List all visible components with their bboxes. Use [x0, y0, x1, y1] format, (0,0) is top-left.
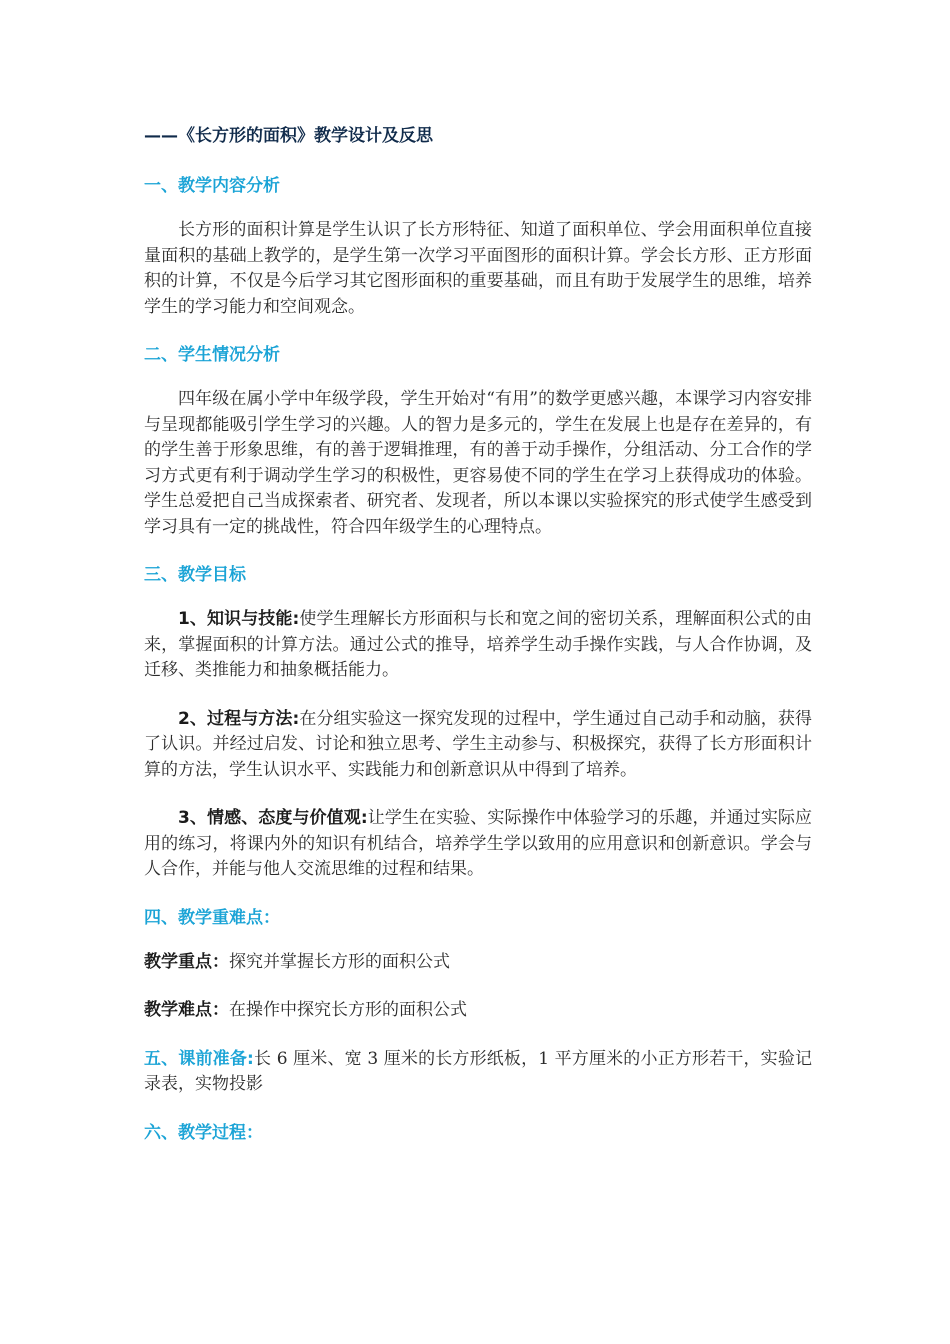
goal-emotion-values-text: 让学生在实验、实际操作中体验学习的乐趣，并通过实际应用的练习，将课内外的知识有机结合，培养学生学以致用的应用意识和创新意识。学会与人合作，并能与他人交流思维的过程和结果。 — [144, 808, 813, 879]
section-heading-teaching-goals: 三、教学目标 — [144, 565, 246, 585]
goal-emotion-values — [144, 806, 812, 883]
difficult-point-line — [144, 998, 812, 1024]
preparation-paragraph — [144, 1047, 812, 1098]
section-heading-key-difficult-points: 四、教学重难点： — [144, 907, 280, 928]
key-point-line — [144, 950, 812, 976]
goal-process-methods — [144, 707, 812, 784]
content-analysis-paragraph: 长方形的面积计算是学生认识了长方形特征、知道了面积单位、学会用面积单位直接量面积的基础上教学的，是学生第一次学习平面图形的面积计算。学会长方形、正方形面积的计算，不仅是今后学习其它图形面积的重要基础，而且有助于发展学生的思维，培养学生的学习能力和空间观念。 — [144, 220, 812, 317]
goal-emotion-values-lead: 3、情感、态度与价值观: — [178, 808, 368, 828]
goal-knowledge-skills-lead: 1、知识与技能: — [178, 609, 300, 629]
student-analysis-paragraph: 四年级在属小学中年级学段，学生开始对“有用”的数学更感兴趣，本课学习内容安排与呈现都能吸引学生学习的兴趣。人的智力是多元的，学生在发展上也是存在差异的，有的学生善于形象思维，有的善于逻辑推理，有的善于动手操作，分组活动、分工合作的学习方式更有利于调动学生学习的积极性，更容易使不同的学生在学习上获得成功的体验。学生总爱把自己当成探索者、研究者、发现者，所以本课以实验探究的形式使学生感受到学习具有一定的挑战性，符合四年级学生的心理特点。 — [144, 389, 812, 537]
preparation-text: 长 6 厘米、宽 3 厘米的长方形纸板，1 平方厘米的小正方形若干，实验记录表，实物投影 — [144, 1048, 812, 1094]
difficult-point-lead: 教学难点： — [144, 1000, 229, 1020]
goal-knowledge-skills — [144, 607, 812, 684]
key-point-lead: 教学重点： — [144, 951, 229, 972]
document-content — [144, 124, 812, 1165]
section-heading-student-analysis: 二、学生情况分析 — [144, 345, 280, 365]
section-heading-teaching-process: 六、教学过程： — [144, 1122, 263, 1143]
preparation-lead: 五、课前准备: — [144, 1048, 254, 1069]
goal-process-methods-text: 在分组实验这一探究发现的过程中，学生通过自己动手和动脑，获得了认识。并经过启发、讨论和独立思考、学生主动参与、积极探究，获得了长方形面积计算的方法，学生认识水平、实践能力和创新意识从中得到了培养。 — [144, 708, 812, 780]
key-point-text: 探究并掌握长方形的面积公式 — [229, 951, 450, 972]
goal-knowledge-skills-text: 使学生理解长方形面积与长和宽之间的密切关系，理解面积公式的由来，掌握面积的计算方法。通过公式的推导，培养学生动手操作实践，与人合作协调，及迁移、类推能力和抽象概括能力。 — [144, 609, 812, 680]
document-title: ——《长方形的面积》教学设计及反思 — [144, 126, 433, 146]
goal-process-methods-lead: 2、过程与方法: — [178, 708, 300, 729]
section-heading-content-analysis: 一、教学内容分析 — [144, 176, 280, 196]
difficult-point-text: 在操作中探究长方形的面积公式 — [229, 1000, 467, 1020]
